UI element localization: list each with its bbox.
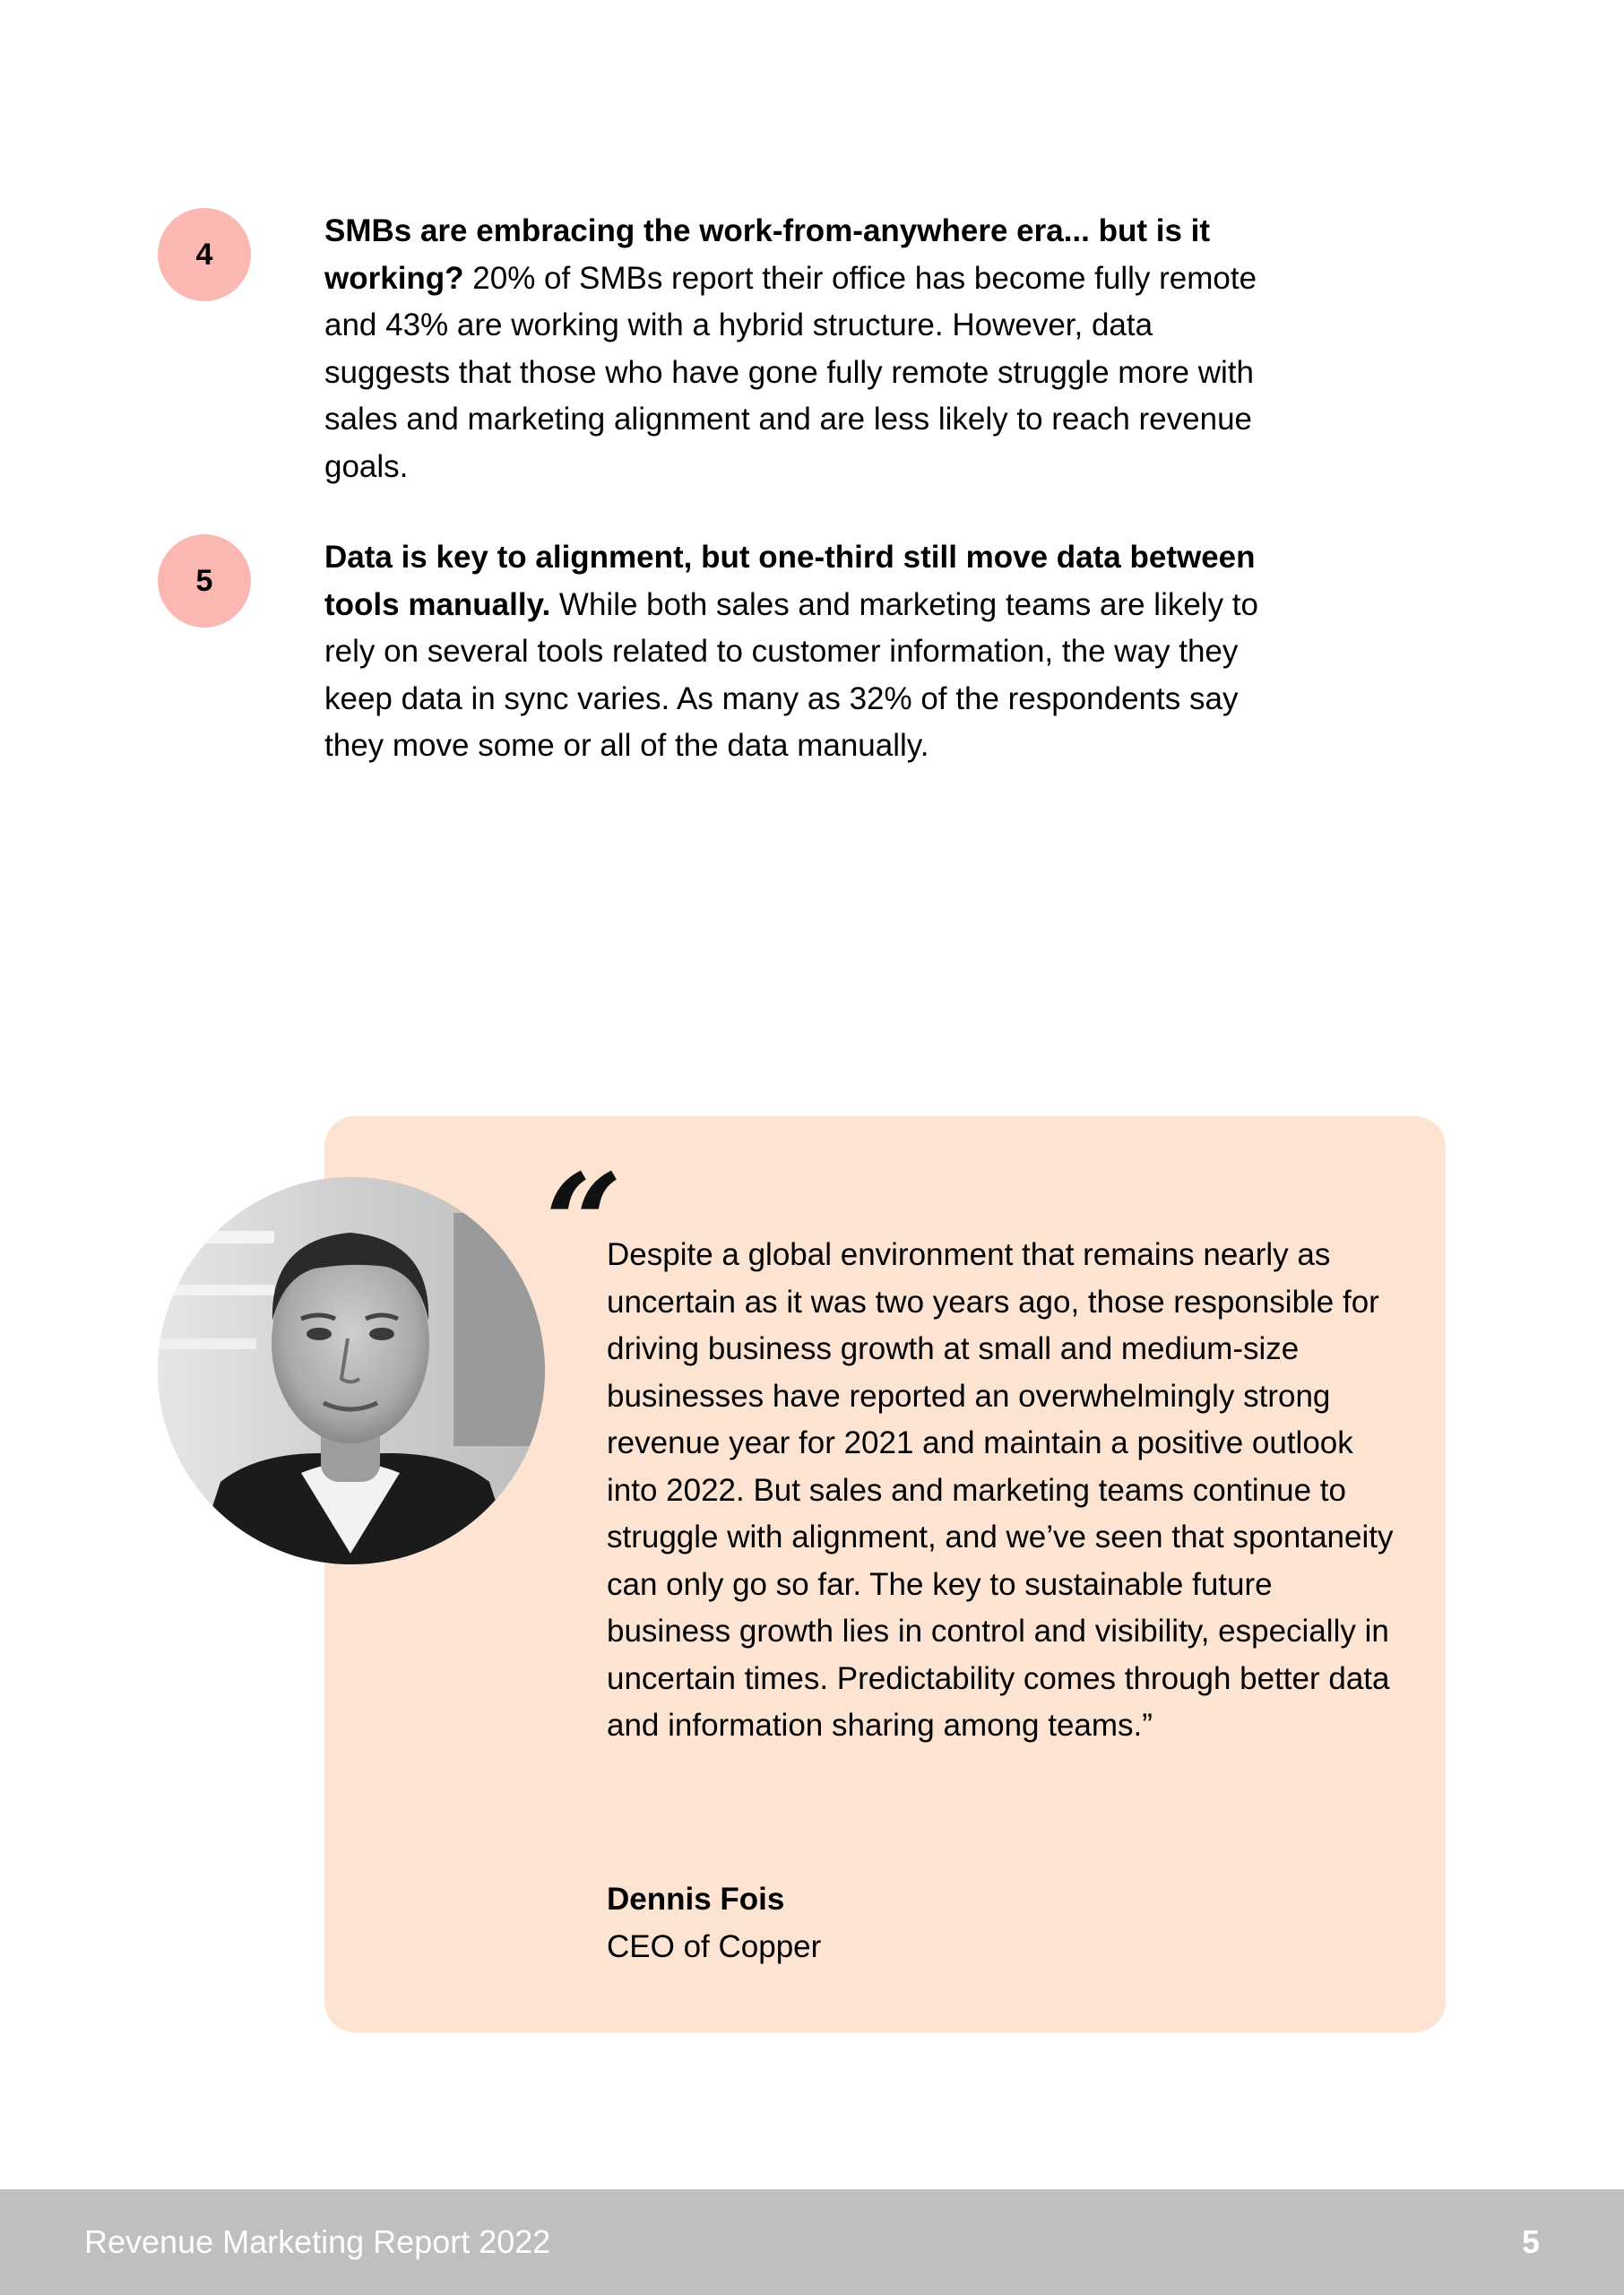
page-footer <box>0 2189 1624 2295</box>
quote-mark-icon: “ <box>545 1145 623 1303</box>
finding-body: While both sales and marketing teams are likely to rely on several tools related to customer information, the way they keep data in sync varies. As many as 32% of the respondents say they move some or all of the data manually. <box>324 586 1258 763</box>
author-portrait <box>158 1177 545 1564</box>
number-badge: 4 <box>158 208 251 301</box>
finding-headline: Data is key to alignment, but one-third still move data between tools manually. <box>324 540 1256 622</box>
footer-title: Revenue Marketing Report 2022 <box>84 2223 551 2260</box>
finding-text <box>324 208 1274 490</box>
quote-text: Despite a global environment that remains nearly as uncertain as it was two years ago, those responsible for driving business growth at small and medium-size businesses have reported an overwhelmingly strong revenue year for 2021 and maintain a positive outlook into 2022. But sales and marketing teams continue to struggle with alignment, and we’ve seen that spontaneity can only go so far. The key to sustainable future business growth lies in control and visibility, especially in uncertain times. Predictability comes through better data and information sharing among teams.” <box>607 1237 1394 1743</box>
page-number: 5 <box>1521 2223 1540 2260</box>
author-name: Dennis Fois <box>607 1882 785 1917</box>
author-role: CEO of Copper <box>607 1929 822 1964</box>
number-badge: 5 <box>158 534 251 628</box>
finding-text <box>324 534 1274 770</box>
finding-body: 20% of SMBs report their office has become fully remote and 43% are working with a hybrid structure. However, data suggests that those who have gone fully remote struggle more with sales and marketing alignment and are less likely to reach revenue goals. <box>324 260 1257 484</box>
portrait-photo <box>158 1177 545 1564</box>
finding-headline: SMBs are embracing the work-from-anywhere era... but is it working? <box>324 213 1211 296</box>
